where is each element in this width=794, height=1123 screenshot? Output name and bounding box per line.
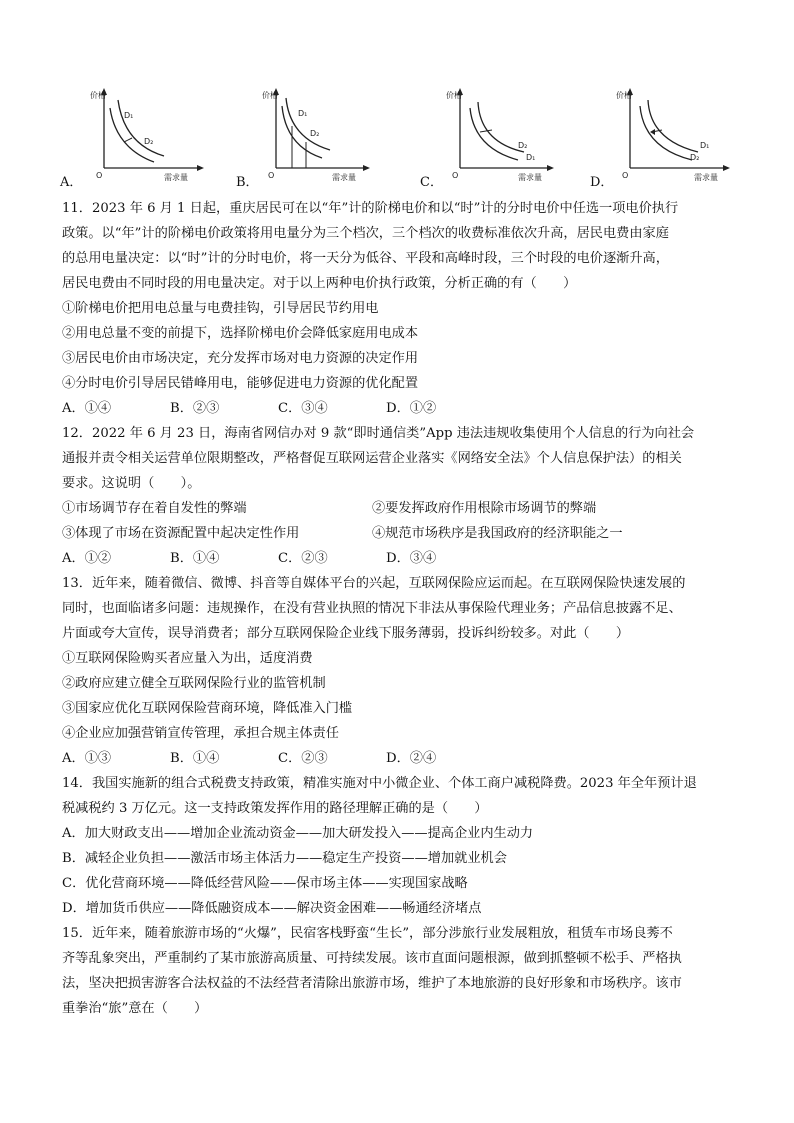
question-stem-line: 14．我国实施新的组合式税费支持政策，精准实施对中小微企业、个体工商户减税降费。2023 年全年预计退 <box>62 776 697 791</box>
question-stem-line: 居民电费由不同时段的用电量决定。对于以上两种电价执行政策，分析正确的有（ ） <box>62 276 577 291</box>
answer-option-b[interactable]: B．②③ <box>170 401 220 416</box>
option-letter-d: D． <box>590 175 614 190</box>
question-stem-line: 重拳治“旅”意在（ ） <box>62 1001 208 1016</box>
curve-label-1: D₁ <box>298 109 308 118</box>
graph-option-b[interactable] <box>236 86 386 190</box>
demand-graph-a <box>60 86 210 186</box>
answer-option-c[interactable]: C．②③ <box>278 551 328 566</box>
answer-option-b[interactable]: B．①④ <box>170 751 220 766</box>
curve-label-1: D₂ <box>690 153 700 162</box>
statement: ①互联网保险购买者应量入为出，适度消费 <box>62 651 313 666</box>
question-stem-line: 15．近年来，随着旅游市场的“火爆”，民宿客栈野蛮“生长”，部分涉旅行业发展粗放，租赁车市场良莠不 <box>62 926 673 941</box>
question-15 <box>62 921 734 1021</box>
origin-label: O <box>622 171 629 180</box>
graph-option-c[interactable] <box>420 86 570 190</box>
answer-option-c[interactable]: C．②③ <box>278 751 328 766</box>
graph-options-row <box>60 86 750 190</box>
question-stem-line: 通报并责令相关运营单位限期整改，严格督促互联网运营企业落实《网络安全法》个人信息保护法）的相关 <box>62 451 682 466</box>
statement: ②用电总量不变的前提下，选择阶梯电价会降低家庭用电成本 <box>62 326 419 341</box>
question-stem-line: 要求。这说明（ ）。 <box>62 476 201 491</box>
answer-option-a[interactable]: A．①④ <box>62 401 112 416</box>
question-11 <box>62 196 734 421</box>
statement: ①阶梯电价把用电总量与电费挂钩，引导居民节约用电 <box>62 301 379 316</box>
question-stem-line: 齐等乱象突出，严重制约了某市旅游高质量、可持续发展。该市直面问题根源，做到抓整顿不松手、严格执 <box>62 951 682 966</box>
y-axis-label: 价格 <box>446 91 462 100</box>
statement-row <box>62 496 734 521</box>
question-stem-line: 政策。以“年”计的阶梯电价政策将用电量分为三个档次，三个档次的收费标准依次升高，居民电费由家庭 <box>62 226 669 241</box>
question-12 <box>62 421 734 571</box>
statement: ②要发挥政府作用根除市场调节的弊端 <box>372 501 597 516</box>
statement: ③国家应优化互联网保险营商环境，降低准入门槛 <box>62 701 353 716</box>
origin-label: O <box>452 171 459 180</box>
question-14 <box>62 771 734 921</box>
statement: ③居民电价由市场决定，充分发挥市场对电力资源的决定作用 <box>62 351 419 366</box>
question-stem-line: 的总用电量决定：以“时”计的分时电价，将一天分为低谷、平段和高峰时段，三个时段的电价逐渐升高， <box>62 251 669 266</box>
statement: ①市场调节存在着自发性的弊端 <box>62 501 247 516</box>
answer-option-d[interactable]: D．①② <box>386 401 437 416</box>
question-stem-line: 税减税约 3 万亿元。这一支持政策发挥作用的路径理解正确的是（ ） <box>62 801 488 816</box>
question-stem-line: 11．2023 年 6 月 1 日起，重庆居民可在以“年”计的阶梯电价和以“时”计的分时电价中任选一项电价执行 <box>62 201 679 216</box>
answer-option-a[interactable]: A．加大财政支出——增加企业流动资金——加大研发投入——提高企业内生动力 <box>62 826 534 841</box>
x-axis-label: 需求量 <box>332 173 356 182</box>
answer-options <box>62 746 734 771</box>
question-13 <box>62 571 734 771</box>
question-stem-line: 法，坚决把损害游客合法权益的不法经营者清除出旅游市场，维护了本地旅游的良好形象和市场秩序。该市 <box>62 976 682 991</box>
statement-row <box>62 521 734 546</box>
option-letter-c: C． <box>420 175 443 190</box>
question-content <box>62 196 734 1021</box>
question-stem-line: 同时，也面临诸多问题：违规操作，在没有营业执照的情况下非法从事保险代理业务；产品信息披露不足、 <box>62 601 682 616</box>
statement: ②政府应建立健全互联网保险行业的监管机制 <box>62 676 326 691</box>
answer-option-c[interactable]: C．优化营商环境——降低经营风险——保市场主体——实现国家战略 <box>62 876 468 891</box>
question-stem-line: 12．2022 年 6 月 23 日，海南省网信办对 9 款“即时通信类”App 违法违规收集使用个人信息的行为向社会 <box>62 426 695 441</box>
question-stem-line: 片面或夸大宣传，误导消费者；部分互联网保险企业线下服务薄弱，投诉纠纷较多。对此（ ） <box>62 626 630 641</box>
statement: ④分时电价引导居民错峰用电，能够促进电力资源的优化配置 <box>62 376 419 391</box>
statement: ③体现了市场在资源配置中起决定性作用 <box>62 526 300 541</box>
option-letter-b: B． <box>236 175 259 190</box>
answer-options <box>62 396 734 421</box>
x-axis-label: 需求量 <box>518 173 542 182</box>
statement: ④企业应加强营销宣传管理，承担合规主体责任 <box>62 726 339 741</box>
answer-option-d[interactable]: D．②④ <box>386 751 437 766</box>
answer-option-b[interactable]: B．减轻企业负担——激活市场主体活力——稳定生产投资——增加就业机会 <box>62 851 507 866</box>
answer-option-d[interactable]: D．③④ <box>386 551 437 566</box>
origin-label: O <box>96 171 103 180</box>
answer-option-a[interactable]: A．①② <box>62 551 112 566</box>
curve-label-2: D₂ <box>310 129 320 138</box>
curve-label-1: D₂ <box>518 141 528 150</box>
origin-label: O <box>268 171 275 180</box>
answer-option-a[interactable]: A．①③ <box>62 751 112 766</box>
curve-label-2: D₂ <box>144 137 154 146</box>
curve-label-1: D₁ <box>124 111 134 120</box>
graph-option-d[interactable] <box>590 86 740 190</box>
y-axis-label: 价格 <box>90 91 106 100</box>
x-axis-label: 需求量 <box>164 173 188 182</box>
question-stem-line: 13．近年来，随着微信、微博、抖音等自媒体平台的兴起，互联网保险应运而起。在互联网保险快速发展的 <box>62 576 686 591</box>
y-axis-label: 价格 <box>262 91 278 100</box>
answer-option-c[interactable]: C．③④ <box>278 401 328 416</box>
option-letter-a: A． <box>60 175 83 190</box>
answer-option-d[interactable]: D．增加货币供应——降低融资成本——解决资金困难——畅通经济堵点 <box>62 901 482 916</box>
curve-label-2: D₁ <box>700 141 710 150</box>
answer-option-b[interactable]: B．①④ <box>170 551 220 566</box>
graph-option-a[interactable] <box>60 86 210 190</box>
statement: ④规范市场秩序是我国政府的经济职能之一 <box>372 526 623 541</box>
y-axis-label: 价格 <box>616 91 632 100</box>
curve-label-2: D₁ <box>526 153 536 162</box>
x-axis-label: 需求量 <box>694 173 718 182</box>
answer-options <box>62 546 734 571</box>
